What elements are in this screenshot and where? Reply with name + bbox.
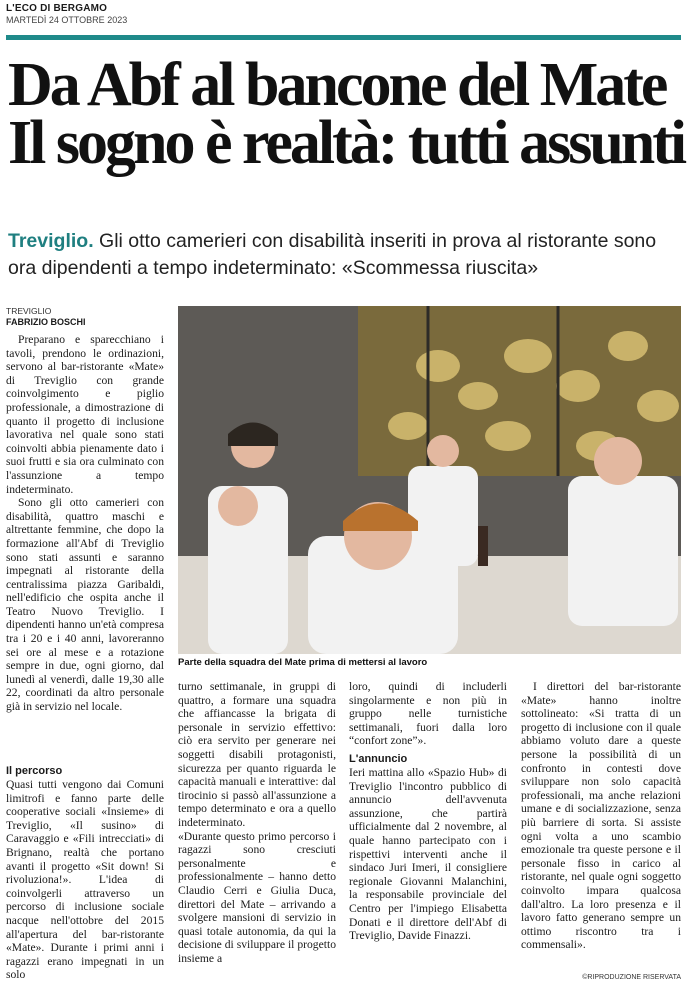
issue-date: MARTEDÌ 24 OTTOBRE 2023 — [6, 15, 128, 25]
article-paragraph: loro, quindi di includerli singolarmente e non più in gruppo nelle turnistiche settimanali, fuori dalla loro “confort zone”». — [349, 680, 507, 748]
photo-caption: Parte della squadra del Mate prima di mettersi al lavoro — [178, 657, 428, 668]
article-column-4 — [521, 680, 681, 952]
article-paragraph: turno settimanale, in gruppi di quattro, a formare una squadra che affiancasse la brigata di personale in servizio effettivo: ciò era servito per generare nei soggetti disabili protagonisti, sicurezza per quanto riguarda le capacità manuali e interattive: dal tirocinio si passò all'assunzione a tempo determinato e ora a quello indeterminato. — [178, 680, 336, 829]
article-paragraph: I direttori del bar-ristorante «Mate» hanno inoltre sottolineato: «Si tratta di un progetto di inclusione con il quale abbiamo voluto dare a queste persone la possibilità di un confronto in contesti dove sviluppare non solo capacità professionali, ma anche relazioni umane e di socializzazione, senza più barriere di sorta. Si assiste ogni volta a uno scambio emozionale tra queste persone e il personale fisso in carico al ristorante, nel quale ogni soggetto coinvolto impara qualcosa dall'altro. La loro presenza e il lavoro fatto generano sempre un ottimo riscontro tra i commensali». — [521, 680, 681, 952]
subhead-text: Gli otto camerieri con disabilità inseriti in prova al ristorante sono ora dipendenti a tempo indeterminato: «Scommessa riuscita» — [8, 230, 657, 279]
article-paragraph: «Durante questo primo percorso i ragazzi sono cresciuti personalmente e professionalmente – hanno detto Claudio Cerri e Giulia Duca, direttori del Mate – arrivando a svolgere mansioni di servizio in quasi totale autonomia, da qui la decisione di sviluppare il progetto insieme a — [178, 829, 336, 965]
article-photo — [178, 306, 681, 654]
article-column-1-lower — [6, 760, 164, 982]
article-paragraph: Preparano e sparecchiano i tavoli, prendono le ordinazioni, servono al bar-ristorante «Mate» di Treviglio con grande coinvolgimento e piglio professionale, a dimostrazione di quanto il progetto di inclusione lavorativa nel quale sono stati coinvolti abbia pienamente dato i suoi frutti e sia ora culminato con l'assunzione a tempo indeterminato. — [6, 333, 164, 496]
subhead-place: Treviglio. — [8, 230, 94, 252]
article-paragraph: Sono gli otto camerieri con disabilità, quattro maschi e altrettante femmine, che dopo la formazione all'Abf di Treviglio sono stati assunti e saranno impegnati al ristorante della centralissima piazza Garibaldi, nell'edificio che ospita anche il Teatro Nuovo Treviglio. I dipendenti hanno un'età compresa tra i 20 e i 40 anni, lavoreranno sei ore al mese e a rotazione sempre in due, ogni giorno, dal lunedì al venerdì, dalle 19,30 alle 22, coordinati da altro personale già in servizio nel locale. — [6, 496, 164, 714]
headline-line-2: Il sogno è realtà: tutti assunti — [8, 109, 685, 177]
section-heading-annuncio: L'annuncio — [349, 752, 408, 765]
masthead — [6, 3, 681, 25]
article-paragraph: Ieri mattina allo «Spazio Hub» di Treviglio l'incontro pubblico di annuncio dell'avvenuta assunzione, che partirà ufficialmente dal 2 novembre, al quale hanno partecipato con i rispettivi interventi anche il sindaco Juri Imeri, il consigliere regionale Giovanni Malanchini, la responsabile provinciale del Centro per l'impiego Elisabetta Donati e il direttore dell'Abf di Treviglio, Davide Finazzi. — [349, 765, 507, 943]
byline-place: TREVIGLIO — [6, 306, 52, 316]
header-rule — [6, 35, 681, 40]
newspaper-name: L'ECO DI BERGAMO — [6, 3, 108, 14]
subheadline — [8, 228, 680, 282]
article-column-1 — [6, 333, 164, 714]
copyright-notice: ©RIPRODUZIONE RISERVATA — [582, 974, 681, 981]
headline-line-1: Da Abf al bancone del Mate — [8, 51, 666, 119]
section-heading-percorso: Il percorso — [6, 765, 63, 777]
headline — [8, 51, 685, 177]
byline-author: FABRIZIO BOSCHI — [6, 317, 86, 327]
article-paragraph: Quasi tutti vengono dai Comuni limitrofi e fanno parte delle cooperative sociali «Insieme» di Treviglio, «Il susino» di Caravaggio e «Fili intrecciati» di Brignano, realtà che portano avanti il progetto «Sit down! Si rivoluziona!». L'idea di coinvolgerli attraverso un percorso di inclusione sociale nacque nell'ottobre del 2015 all'apertura del bar-ristorante «Mate». Durante i primi anni i ragazzi erano impegnati in un solo — [6, 778, 164, 982]
article-column-2 — [178, 680, 336, 965]
article-column-3 — [349, 680, 507, 943]
